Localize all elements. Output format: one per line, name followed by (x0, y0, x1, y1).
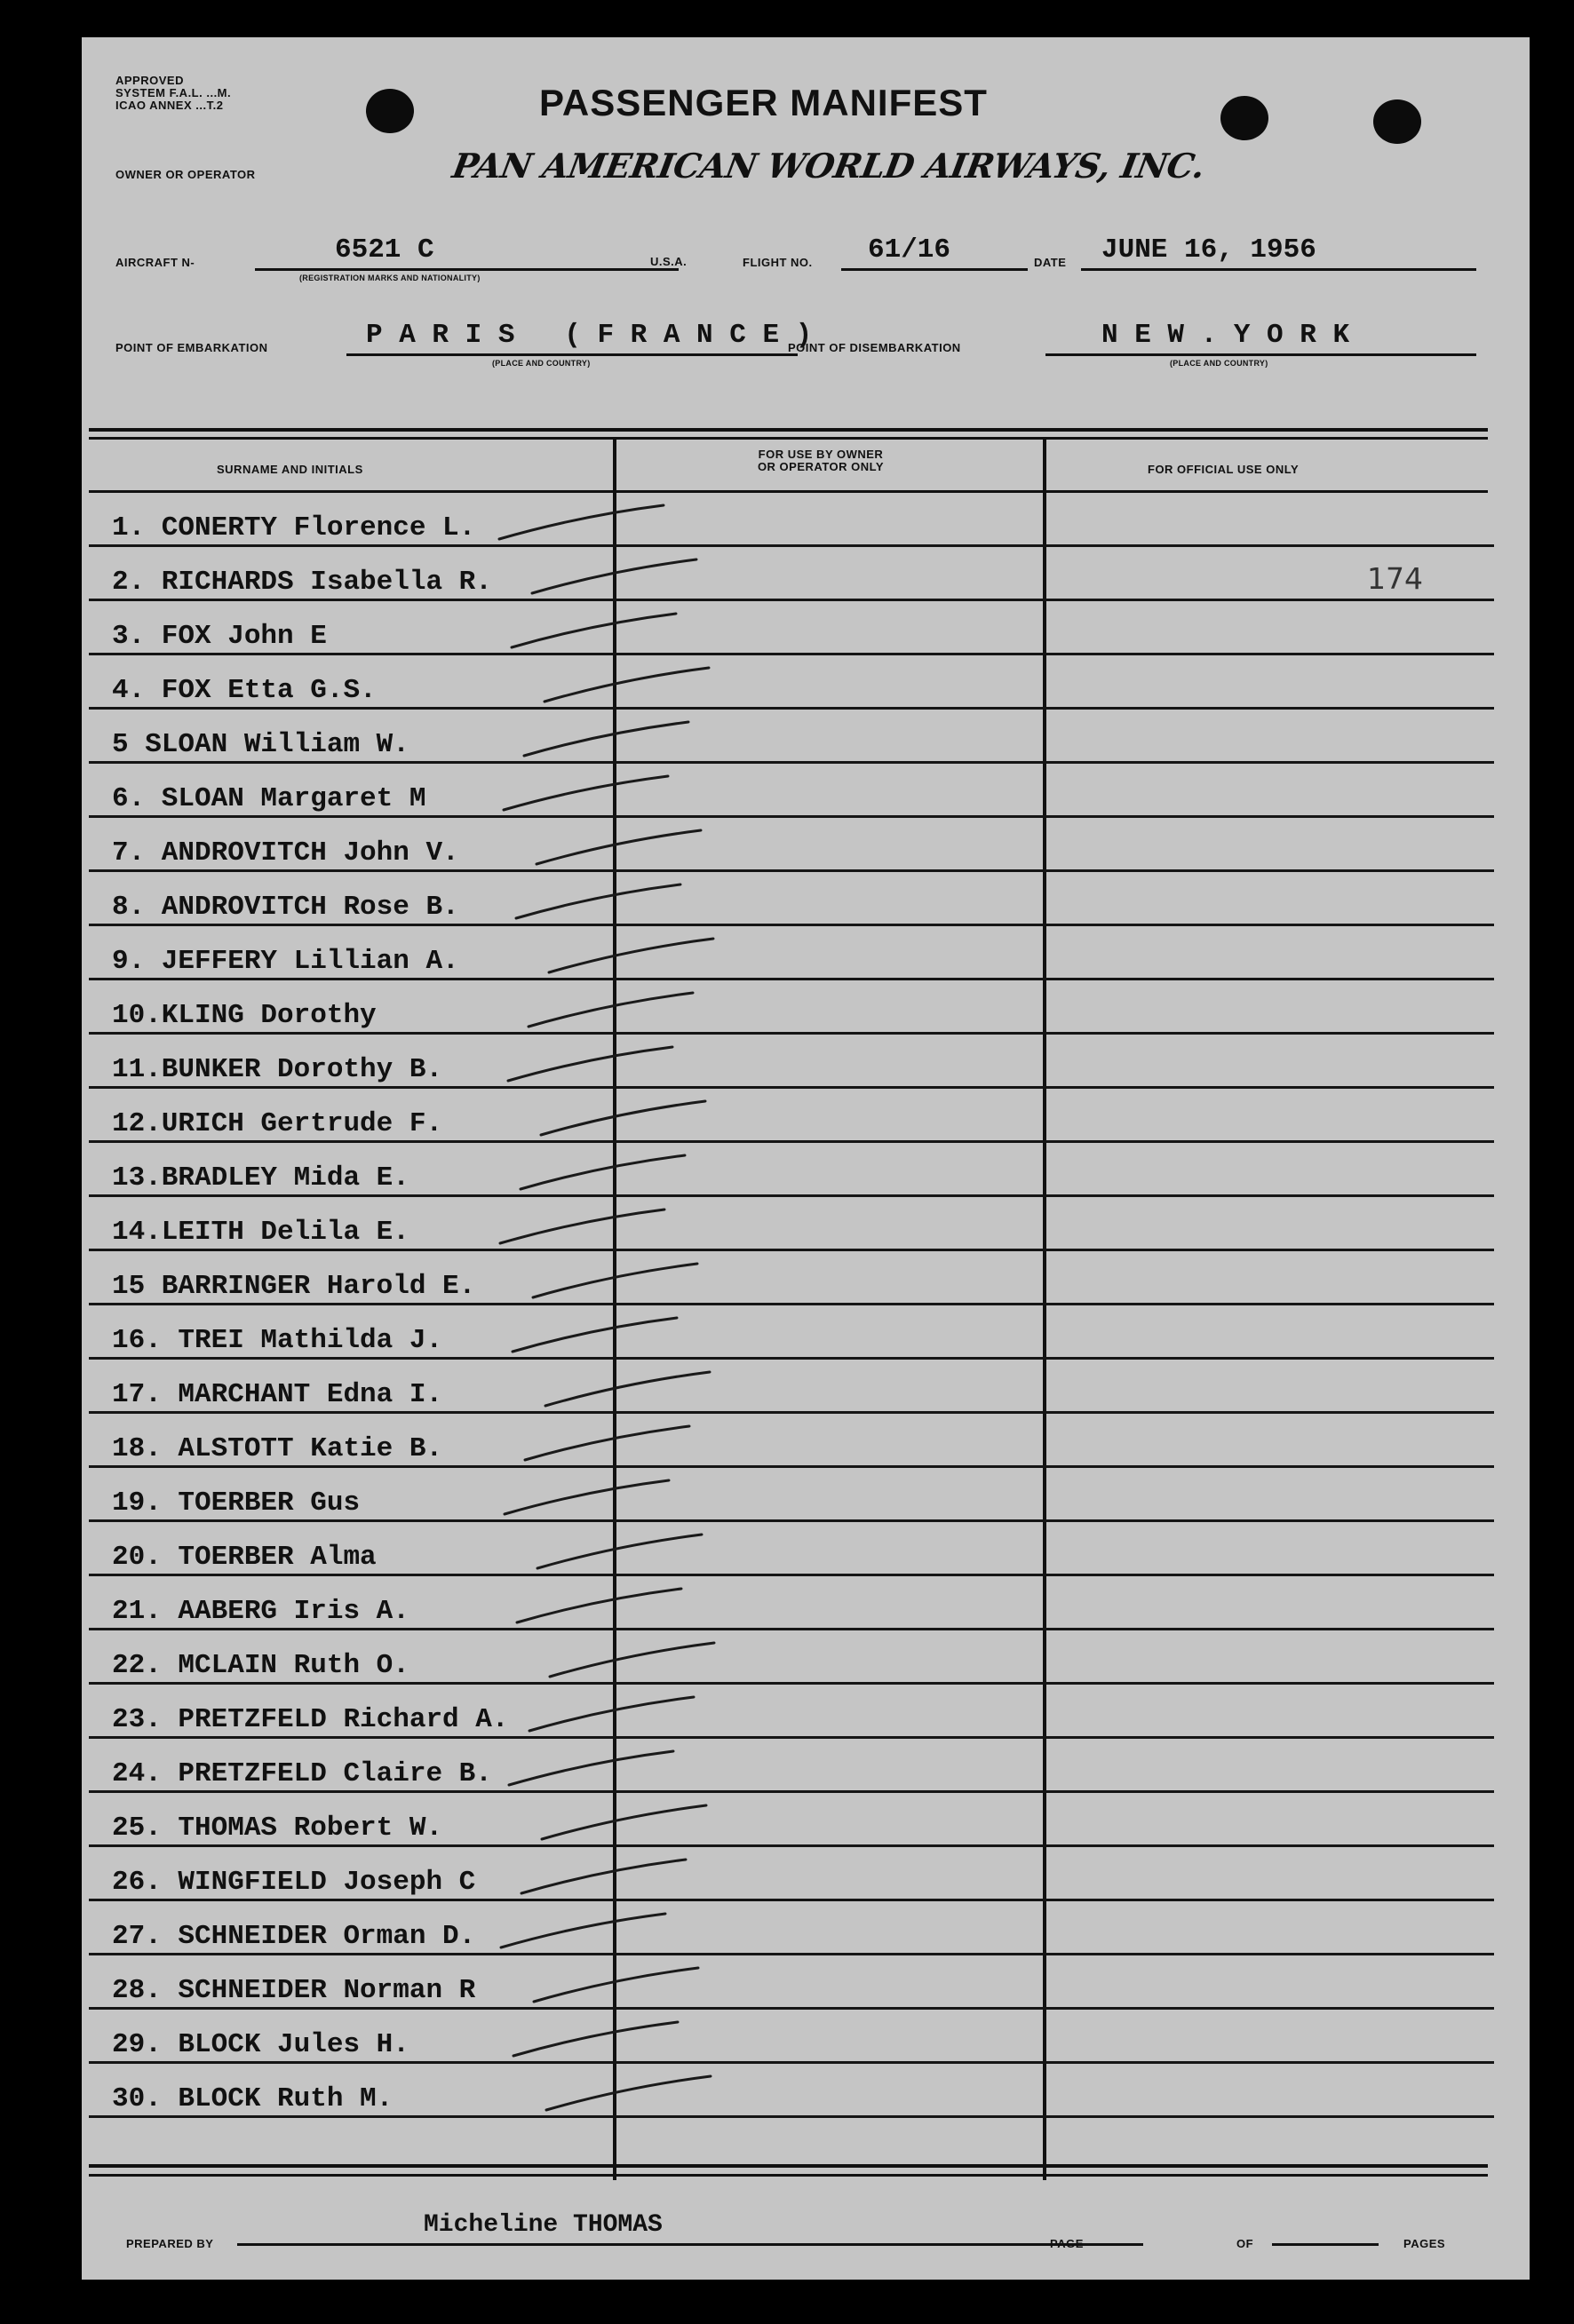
check-mark (513, 1318, 677, 1352)
passenger-name: 11.BUNKER Dorothy B. (112, 1054, 443, 1085)
check-mark (521, 1155, 685, 1189)
passenger-name: 16. TREI Mathilda J. (112, 1325, 443, 1356)
disembarkation-value: N E W . Y O R K (1101, 320, 1350, 351)
check-mark (524, 722, 688, 756)
check-mark (545, 668, 709, 702)
passenger-name: 22. MCLAIN Ruth O. (112, 1650, 409, 1681)
date-label: DATE (1034, 256, 1067, 269)
of-label: OF (1236, 2237, 1254, 2250)
table-bottom-rule (89, 2164, 1488, 2168)
owner-value: PAN AMERICAN WORLD AIRWAYS, INC. (449, 146, 1208, 186)
check-mark (550, 1643, 714, 1677)
column-header-official-use: FOR OFFICIAL USE ONLY (1148, 463, 1300, 476)
passenger-name: 12.URICH Gertrude F. (112, 1108, 443, 1139)
passenger-name: 6. SLOAN Margaret M (112, 783, 426, 814)
check-mark (521, 1860, 686, 1893)
check-mark (508, 1047, 672, 1081)
check-mark (512, 614, 676, 647)
table-bottom-rule (89, 2174, 1488, 2177)
check-mark (500, 1210, 664, 1243)
manifest-title: PASSENGER MANIFEST (539, 82, 988, 123)
check-mark (549, 939, 713, 972)
check-mark (505, 1480, 669, 1514)
check-mark (534, 1968, 698, 2002)
flight-value: 61/16 (868, 234, 951, 266)
check-mark (529, 993, 693, 1027)
passenger-name: 18. ALSTOTT Katie B. (112, 1433, 443, 1464)
prepared-by-value: Micheline THOMAS (424, 2211, 663, 2239)
pages-label: PAGES (1403, 2237, 1446, 2250)
country-label: U.S.A. (650, 255, 688, 268)
passenger-name: 27. SCHNEIDER Orman D. (112, 1921, 476, 1952)
passenger-name: 5 SLOAN William W. (112, 729, 409, 760)
check-mark (537, 1535, 702, 1568)
passenger-name: 29. BLOCK Jules H. (112, 2029, 409, 2060)
check-mark (504, 776, 668, 810)
check-mark (546, 2076, 711, 2110)
passenger-name: 20. TOERBER Alma (112, 1542, 377, 1573)
check-mark (532, 559, 696, 593)
passenger-name: 21. AABERG Iris A. (112, 1596, 409, 1627)
of-underline (1272, 2243, 1379, 2246)
check-mark (513, 2022, 678, 2056)
column-header-owner-use-line: OR OPERATOR ONLY (757, 460, 885, 473)
aircraft-label: AIRCRAFT N- (115, 256, 195, 269)
prepared-by-label: PREPARED BY (126, 2237, 214, 2250)
passenger-name: 17. MARCHANT Edna I. (112, 1379, 443, 1410)
embarkation-value: P A R I S ( F R A N C E ) (366, 320, 813, 351)
passenger-name: 1. CONERTY Florence L. (112, 512, 476, 543)
passenger-name: 25. THOMAS Robert W. (112, 1812, 443, 1844)
official-use-entry: 174 (1367, 561, 1423, 596)
embarkation-sublabel: (PLACE AND COUNTRY) (492, 359, 591, 368)
passenger-name: 7. ANDROVITCH John V. (112, 837, 459, 869)
passenger-name: 4. FOX Etta G.S. (112, 675, 377, 706)
passenger-name: 13.BRADLEY Mida E. (112, 1162, 409, 1194)
check-mark (516, 884, 680, 918)
page-label: PAGE (1050, 2237, 1084, 2250)
passenger-name: 23. PRETZFELD Richard A. (112, 1704, 509, 1735)
manifest-sheet (82, 37, 1530, 2280)
date-value: JUNE 16, 1956 (1101, 234, 1316, 266)
passenger-name: 24. PRETZFELD Claire B. (112, 1758, 492, 1789)
check-mark (499, 505, 664, 539)
aircraft-sublabel: (REGISTRATION MARKS AND NATIONALITY) (299, 274, 481, 282)
check-mark (542, 1805, 706, 1839)
check-mark (509, 1751, 673, 1785)
check-mark (529, 1697, 694, 1731)
embarkation-label: POINT OF EMBARKATION (115, 341, 268, 354)
passenger-name: 14.LEITH Delila E. (112, 1217, 409, 1248)
check-mark (533, 1264, 697, 1297)
aircraft-value: 6521 C (335, 234, 434, 266)
approval-line: SYSTEM F.A.L. ...M. (115, 86, 232, 99)
passenger-name: 8. ANDROVITCH Rose B. (112, 892, 459, 923)
check-mark (541, 1101, 705, 1135)
check-marks (82, 37, 1530, 2280)
check-mark (501, 1914, 665, 1947)
disembarkation-label: POINT OF DISEMBARKATION (788, 341, 961, 354)
prepared-by-underline (237, 2243, 1143, 2246)
passenger-name: 2. RICHARDS Isabella R. (112, 567, 492, 598)
passenger-name: 28. SCHNEIDER Norman R (112, 1975, 476, 2006)
disembarkation-sublabel: (PLACE AND COUNTRY) (1170, 359, 1268, 368)
approval-line: APPROVED (115, 74, 184, 87)
flight-label: FLIGHT NO. (743, 256, 813, 269)
passenger-name: 10.KLING Dorothy (112, 1000, 377, 1031)
check-mark (517, 1589, 681, 1622)
check-mark (525, 1426, 689, 1460)
passenger-name: 26. WINGFIELD Joseph C (112, 1867, 476, 1898)
check-mark (537, 830, 701, 864)
check-mark (545, 1372, 710, 1406)
passenger-name: 9. JEFFERY Lillian A. (112, 946, 459, 977)
passenger-name: 3. FOX John E (112, 621, 327, 652)
approval-line: ICAO ANNEX ...T.2 (115, 99, 224, 112)
passenger-name: 15 BARRINGER Harold E. (112, 1271, 476, 1302)
owner-label: OWNER OR OPERATOR (115, 168, 256, 181)
column-header-owner-use-line: FOR USE BY OWNER (758, 448, 884, 461)
passenger-name: 19. TOERBER Gus (112, 1487, 361, 1519)
column-header-surname: SURNAME AND INITIALS (217, 463, 363, 476)
passenger-name: 30. BLOCK Ruth M. (112, 2083, 394, 2114)
